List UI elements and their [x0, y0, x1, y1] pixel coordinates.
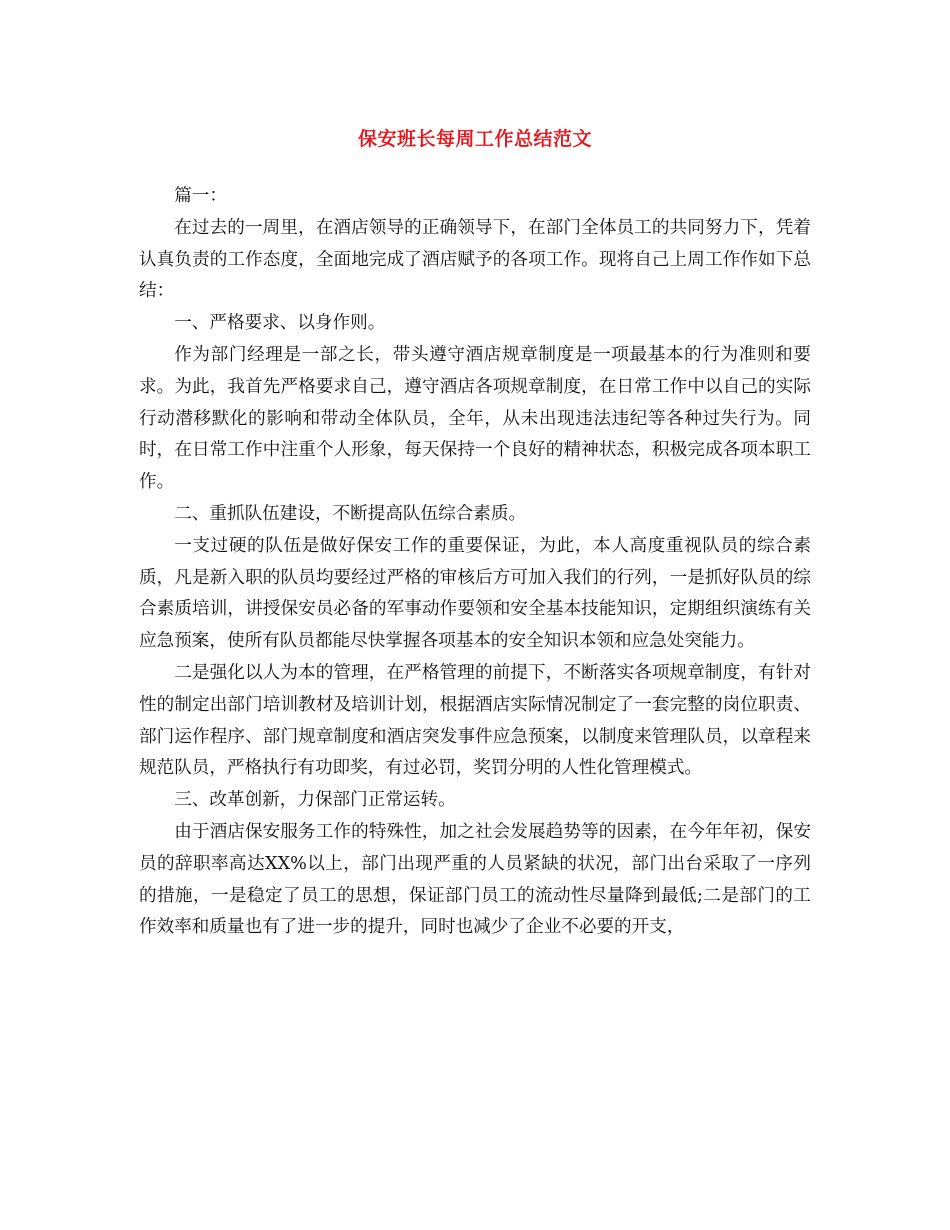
section-heading-3: 三、改革创新，力保部门正常运转。 [174, 790, 456, 811]
document-body [139, 181, 811, 944]
section-label-part-one: 篇一： [174, 186, 227, 206]
section-heading-2: 二、重抓队伍建设，不断提高队伍综合素质。 [174, 503, 527, 524]
intro-paragraph: 在过去的一周里，在酒店领导的正确领导下，在部门全体员工的共同努力下，凭着认真负责的工作态度，全面地完成了酒店赋予的各项工作。现将自己上周工作作如下总结： [139, 217, 811, 302]
section-heading-1: 一、严格要求、以身作则。 [174, 313, 386, 334]
body-paragraph: 一支过硬的队伍是做好保安工作的重要保证，为此，本人高度重视队员的综合素质，凡是新入职的队员均要经过严格的审核后方可加入我们的行列，一是抓好队员的综合素质培训，讲授保安员必备的军事动作要领和安全基本技能知识，定期组织演练有关应急预案，使所有队员都能尽快掌握各项基本的安全知识本领和应急处突能力。 [139, 535, 811, 652]
body-paragraph: 作为部门经理是一部之长，带头遵守酒店规章制度是一项最基本的行为准则和要求。为此，我首先严格要求自己，遵守酒店各项规章制度，在日常工作中以自己的实际行动潜移默化的影响和带动全体队员，全年，从未出现违法违纪等各种过失行为。同时，在日常工作中注重个人形象，每天保持一个良好的精神状态，积极完成各项本职工作。 [139, 344, 811, 493]
body-paragraph: 由于酒店保安服务工作的特殊性，加之社会发展趋势等的因素，在今年年初，保安员的辞职率高达XX%以上，部门出现严重的人员紧缺的状况，部门出台采取了一序列的措施，一是稳定了员工的思想，保证部门员工的流动性尽量降到最低;二是部门的工作效率和质量也有了进一步的提升，同时也减少了企业不必要的开支， [139, 821, 811, 938]
body-paragraph: 二是强化以人为本的管理，在严格管理的前提下，不断落实各项规章制度，有针对性的制定出部门培训教材及培训计划，根据酒店实际情况制定了一套完整的岗位职责、部门运作程序、部门规章制度和酒店突发事件应急预案，以制度来管理队员，以章程来规范队员，严格执行有功即奖，有过必罚，奖罚分明的人性化管理模式。 [139, 662, 811, 779]
document-title: 保安班长每周工作总结范文 [357, 128, 592, 150]
